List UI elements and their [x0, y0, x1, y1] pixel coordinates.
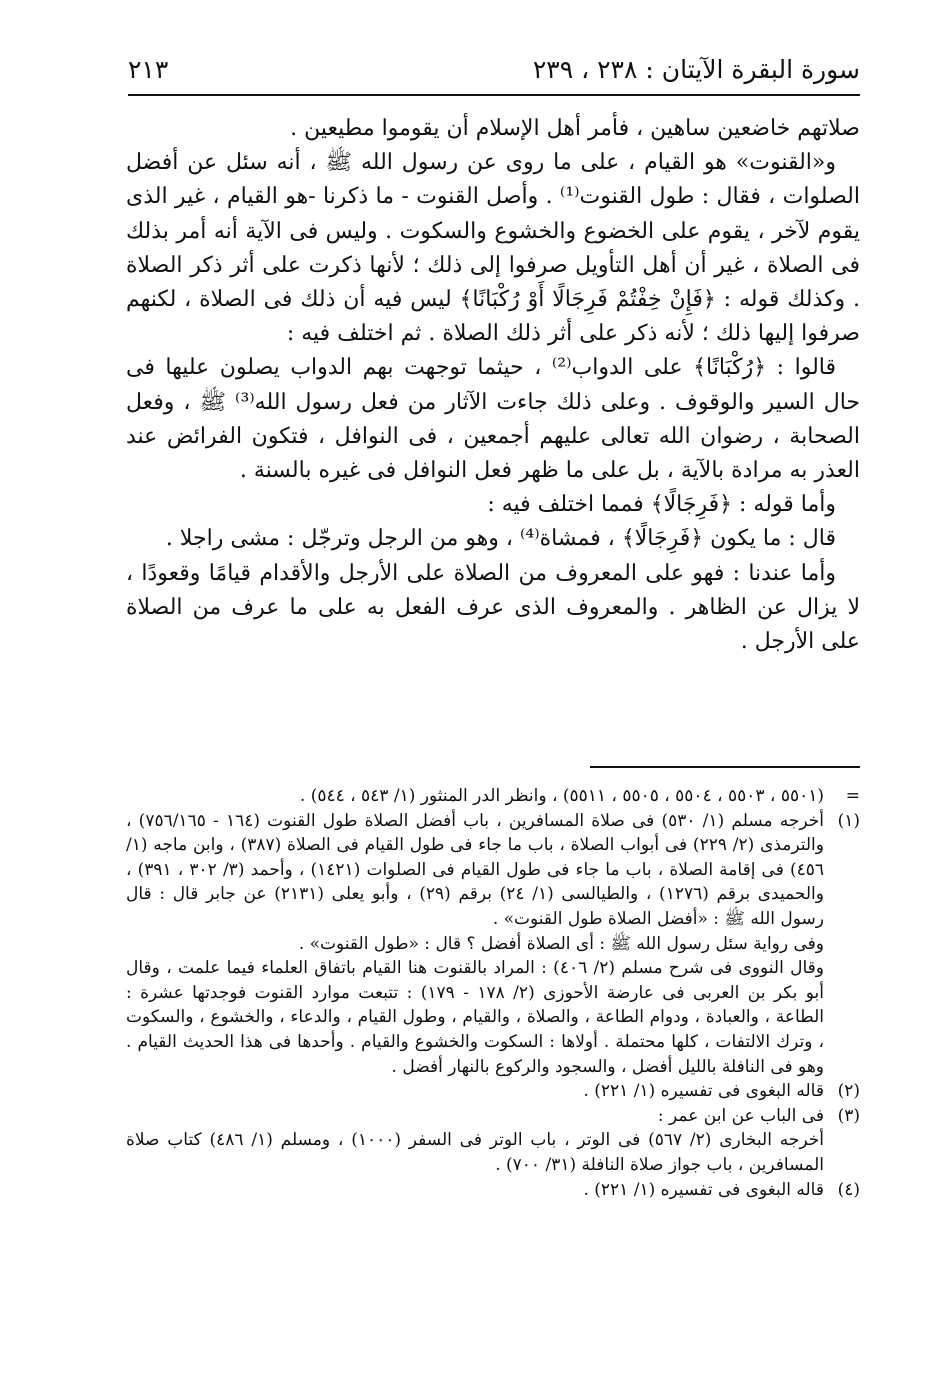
running-header — [128, 44, 860, 96]
footnote — [126, 809, 860, 932]
footnote — [126, 784, 860, 809]
paragraph: قالوا : ﴿رُكْبَانًا﴾ على الدواب⁽²⁾ ، حيثما توجهت بهم الدواب يصلون عليها فى حال السير والوقوف . وعلى ذلك جاءت الآثار من فعل رسول الله⁽³⁾ ﷺ ، وفعل الصحابة ، رضوان الله تعالى عليهم أجمعين ، فى النوافل ، فتكون الفرائض عند العذر به مرادة بالآية ، بل على ما ظهر فعل النوافل فى غيره بالسنة . — [126, 355, 860, 484]
paragraph: و«القنوت» هو القيام ، على ما روى عن رسول الله ﷺ ، أنه سئل عن أفضل الصلوات ، فقال : طول القنوت⁽¹⁾ . وأصل القنوت - ما ذكرنا -هو القيام ، غير الذى يقوم لآخر ، يقوم على الخضوع والخشوع والسكوت . وليس فى الآية أنه أمر بذلك فى الصلاة ، غير أن أهل التأويل صرفوا إلى ذلك ؛ لأنها ذكرت على أثر ذكر الصلاة . وكذلك قوله : ﴿فَإِنْ خِفْتُمْ فَرِجَالًا أَوْ رُكْبَانًا﴾ ليس فيه أن ذلك فى الصلاة ، لكنهم صرفوا إليها ذلك ؛ لأنه ذكر على أثر ذلك الصلاة . ثم اختلف فيه : — [126, 150, 860, 347]
paragraph: صلاتهم خاضعين ساهين ، فأمر أهل الإسلام أن يقوموا مطيعين . — [290, 116, 860, 141]
footnote-text: وفى رواية سئل رسول الله ﷺ : أى الصلاة أفضل ؟ قال : «طول القنوت» . — [298, 933, 824, 954]
paragraph: وأما عندنا : فهو على المعروف من الصلاة على الأرجل والأقدام قيامًا وقعودًا ، لا يزال عن الظاهر . والمعروف الذى عرف الفعل به على ما عرف من الصلاة على الأرجل . — [126, 560, 860, 655]
running-header-title: سورة البقرة الآيتان : ٢٣٨ ، ٢٣٩ — [532, 54, 860, 84]
paragraph: وأما قوله : ﴿فَرِجَالًا﴾ فمما اختلف فيه : — [487, 492, 836, 518]
footnote — [126, 1104, 860, 1129]
paragraph: قال : ما يكون ﴿فَرِجَالًا﴾ ، فمشاة⁽⁴⁾ ، وهو من الرجل وترجّل : مشى راجلا . — [165, 526, 836, 552]
footnote-text: فى الباب عن ابن عمر : — [657, 1105, 824, 1126]
footnote — [126, 1178, 860, 1203]
footnote-continuation — [126, 932, 860, 957]
footnote — [126, 1079, 860, 1104]
footnote-number: (٤) — [837, 1179, 860, 1200]
footnote-text: (٥٥٠١ ، ٥٥٠٣ ، ٥٥٠٤ ، ٥٥٠٥ ، ٥٥١١) ، وانظر الدر المنثور (١/ ٥٤٣ ، ٥٤٤) . — [299, 786, 824, 806]
footnote-separator — [590, 766, 860, 768]
footnote-number: (٣) — [837, 1105, 860, 1126]
footnote-continuation — [126, 956, 860, 1079]
footnotes — [126, 784, 860, 1202]
footnote-text: قاله البغوى فى تفسيره (١/ ٢٢١) . — [583, 1081, 824, 1102]
footnote-number: = — [845, 786, 860, 806]
footnote-text: وقال النووى فى شرح مسلم (٢/ ٤٠٦) : المراد بالقنوت هنا القيام باتفاق العلماء فيما علمت ، وقال أبو بكر بن العربى فى عارضة الأحوزى (٢/ ١٧٨ - ١٧٩) : تتبعت موارد القنوت فوجدتها عشرة : الطاعة ، والعبادة ، ودوام الطاعة ، والصلاة ، والقيام ، وطول القيام ، والدعاء ، والخشوع ، والسكوت ، وترك الالتفات ، كلها محتملة . أولاها : السكوت والخشوع والقيام . وأحدها فى هذا الحديث القيام . وهو فى النافلة بالليل أفضل ، والسجود والركوع بالنهار أفضل . — [126, 958, 824, 1077]
main-text — [126, 112, 860, 659]
footnote-number: (٢) — [837, 1081, 860, 1102]
footnote-text: قاله البغوى فى تفسيره (١/ ٢٢١) . — [583, 1179, 824, 1200]
footnote-text: أخرجه مسلم (١/ ٥٣٠) فى صلاة المسافرين ، باب أفضل الصلاة طول القنوت (١٦٤ - ٧٥٦/١٦٥) ، والترمذى (٢/ ٢٢٩) فى أبواب الصلاة ، باب ما جاء فى طول القيام فى الصلاة (٣٨٧) ، وابن ماجه (١/ ٤٥٦) فى إقامة الصلاة ، باب ما جاء فى طول القيام فى الصلوات (١٤٢١) ، وأحمد (٣/ ٣٠٢ ، ٣٩١) ، والحميدى برقم (١٢٧٦) ، والطيالسى (١/ ٢٤) برقم (٢٩) ، وأبو يعلى (٢١٣١) عن جابر قال : قال رسول الله ﷺ : «أفضل الصلاة طول القنوت» . — [126, 810, 825, 929]
footnote-continuation — [126, 1128, 860, 1177]
page-number: ٢١٣ — [128, 54, 169, 84]
footnote-text: أخرجه البخارى (٢/ ٥٦٧) فى الوتر ، باب الوتر فى السفر (١٠٠٠) ، ومسلم (١/ ٤٨٦) كتاب صلاة المسافرين ، باب جواز صلاة النافلة (٣١/ ٧٠٠) . — [126, 1130, 824, 1175]
footnote-number: (١) — [837, 810, 860, 831]
